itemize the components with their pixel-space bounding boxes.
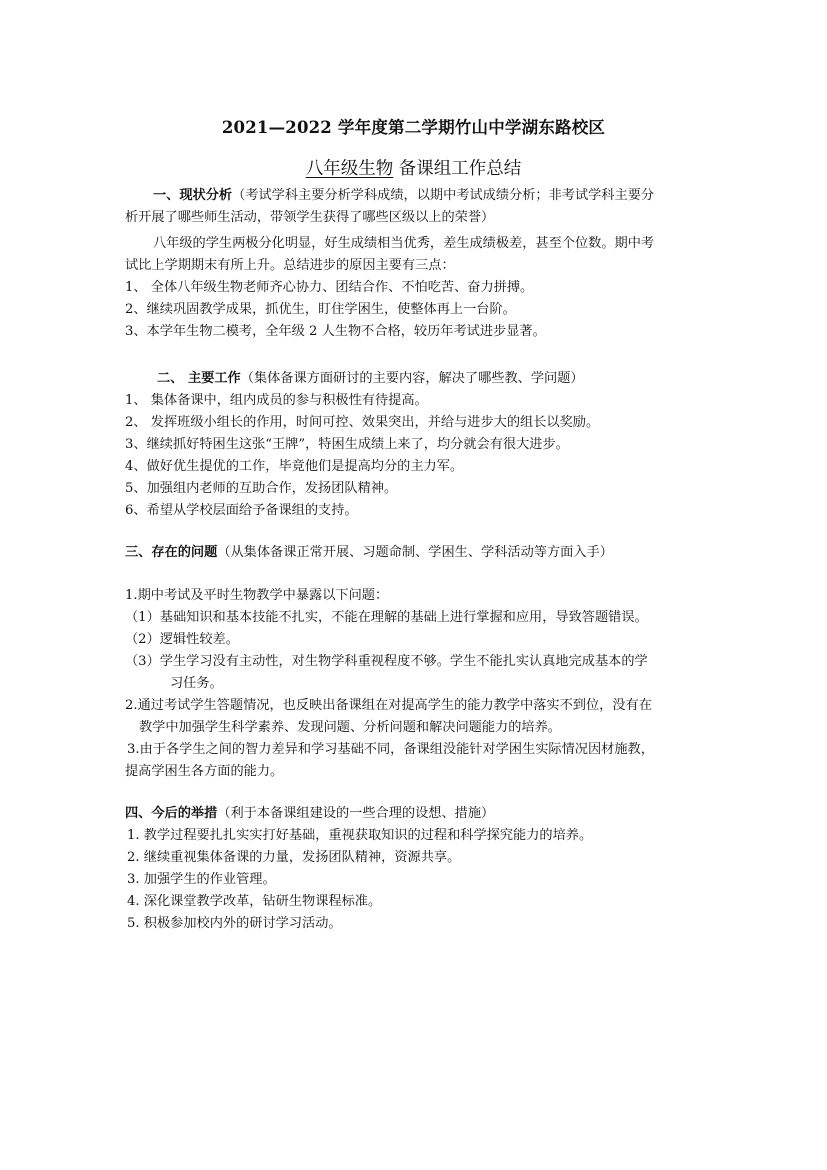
section1-note-l1: （考试学科主要分析学科成绩，以期中考试成绩分析；非考试学科主要分: [232, 188, 655, 203]
section2-item: 2、 发挥班级小组长的作用，时间可控、效果突出，并给与进步大的组长以奖励。: [125, 415, 600, 430]
section2-line1: [157, 370, 584, 388]
section3-line: 教学中加强学生科学素养、发现问题、分析问题和解决问题能力的培养。: [139, 720, 561, 735]
section3-line: 1.期中考试及平时生物教学中暴露以下问题：: [125, 588, 389, 603]
section2-item: 5、加强组内老师的互助合作，发扬团队精神。: [125, 481, 398, 496]
section1-heading: 一、现状分析: [153, 188, 233, 203]
section3-line: 习任务。: [170, 676, 223, 691]
section2-heading: 二、 主要工作: [157, 371, 241, 386]
section3-line: （3）学生学习没有主动性，对生物学科重视程度不够。学生不能扎实认真地完成基本的学: [125, 654, 648, 669]
section3-note: （从集体备课正常开展、习题命制、学困生、学科活动等方面入手）: [217, 545, 613, 560]
section4-item: 4. 深化课堂教学改革，钻研生物课程标准。: [127, 894, 382, 909]
section1-line1: [153, 187, 654, 205]
section1-paragraph-l2: 试比上学期期末有所上升。总结进步的原因主要有三点：: [125, 258, 455, 273]
page-subtitle: [0, 155, 827, 180]
section4-item: 5. 积极参加校内外的研讨学习活动。: [127, 916, 342, 931]
section3-line: 2.通过考试学生答题情况，也反映出备课组在对提高学生的能力教学中落实不到位，没有在: [125, 698, 652, 713]
subtitle-rest: 备课组工作总结: [398, 159, 522, 179]
section3-line: 提高学困生各方面的能力。: [125, 764, 284, 779]
section4-line1: [125, 805, 494, 823]
section1-paragraph-l1: 八年级的学生两极分化明显，好生成绩相当优秀，差生成绩极差，甚至个位数。期中考: [153, 236, 655, 251]
section4-item: 2. 继续重视集体备课的力量，发扬团队精神，资源共享。: [127, 850, 461, 865]
section4-heading: 四、今后的举措: [125, 806, 218, 821]
section2-item: 6、希望从学校层面给予备课组的支持。: [125, 503, 358, 518]
section4-item: 1. 教学过程要扎扎实实打好基础，重视获取知识的过程和科学探究能力的培养。: [127, 828, 593, 843]
subtitle-subject: 八年级生物: [305, 159, 394, 179]
section4-item: 3. 加强学生的作业管理。: [127, 872, 276, 887]
section1-item: 3、本学年生物二模考，全年级 2 人生物不合格，较历年考试进步显著。: [125, 324, 546, 339]
section2-item: 1、 集体备课中，组内成员的参与积极性有待提高。: [125, 393, 428, 408]
section2-note: （集体备课方面研讨的主要内容，解决了哪些教、学问题）: [240, 371, 584, 386]
section3-line: 3.由于各学生之间的智力差异和学习基础不同，备课组没能针对学困生实际情况因材施教，: [127, 742, 654, 757]
section3-line: （2）逻辑性较差。: [125, 632, 239, 647]
section3-line: （1）基础知识和基本技能不扎实，不能在理解的基础上进行掌握和应用，导致答题错误。: [125, 610, 648, 625]
section3-heading: 三、存在的问题: [125, 545, 218, 560]
section3-line1: [125, 544, 613, 562]
section4-note: （利于本备课组建设的一些合理的设想、措施）: [217, 806, 495, 821]
section2-item: 3、继续抓好特困生这张“王牌”，特困生成绩上来了，均分就会有很大进步。: [125, 437, 569, 452]
section2-item: 4、做好优生提优的工作，毕竟他们是提高均分的主力军。: [125, 459, 464, 474]
section1-note-l2: 析开展了哪些师生活动，带领学生获得了哪些区级以上的荣誉）: [125, 210, 495, 225]
page-title: 2021—2022 学年度第二学期竹山中学湖东路校区: [221, 118, 606, 137]
section1-item: 2、继续巩固教学成果，抓优生，盯住学困生，使整体再上一台阶。: [125, 302, 516, 317]
section1-item: 1、 全体八年级生物老师齐心协力、团结合作、不怕吃苦、奋力拼搏。: [125, 280, 534, 295]
